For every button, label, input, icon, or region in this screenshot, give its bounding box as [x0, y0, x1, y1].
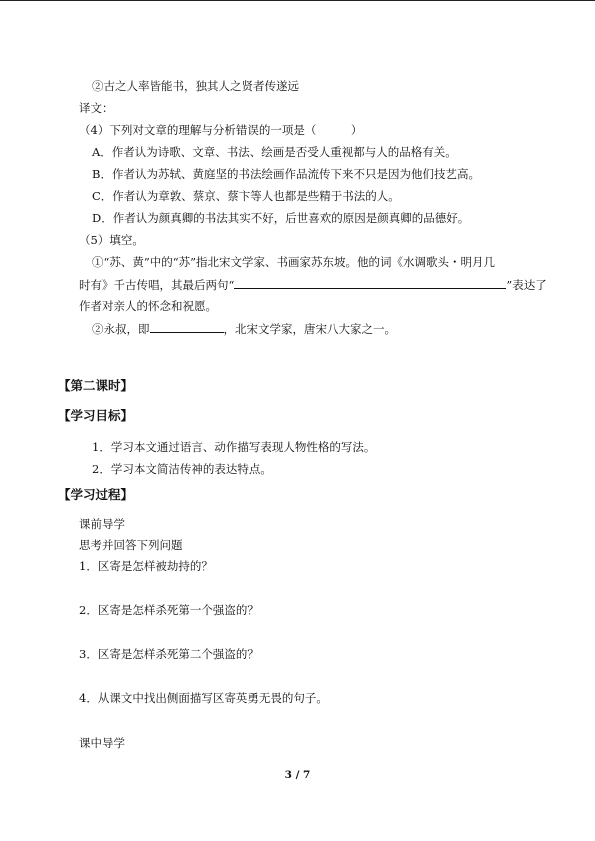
section-heading-goals: 【学习目标】 — [58, 408, 134, 423]
fill-text-after: ，北宋文学家，唐宋八大家之一。 — [223, 322, 396, 336]
section-heading-process: 【学习过程】 — [58, 487, 134, 502]
question-5: （5）填空。 — [79, 233, 144, 247]
answer-blank-2[interactable] — [150, 321, 224, 333]
page-number: 3 / 7 — [284, 769, 311, 781]
option-b: B．作者认为苏轼、黄庭坚的书法绘画作品流传下来不只是因为他们技艺高。 — [92, 167, 480, 181]
in-class-label: 课中导学 — [79, 736, 125, 750]
instruction-text: 思考并回答下列问题 — [79, 538, 183, 552]
option-c: C．作者认为章敦、蔡京、蔡卞等人也都是些精于书法的人。 — [92, 189, 400, 203]
question-4: （4）下列对文章的理解与分析错误的一项是（ ） — [79, 123, 363, 137]
section-heading-lesson-2: 【第二课时】 — [58, 378, 134, 393]
fill-text-after: ”表达了 — [506, 278, 547, 292]
pre-question-1: 1．区寄是怎样被劫持的？ — [79, 559, 213, 573]
fill-item-1-end: 作者对亲人的怀念和祝愿。 — [79, 299, 217, 313]
fill-item-1-cont — [79, 277, 547, 292]
option-d: D．作者认为颜真卿的书法其实不好，后世喜欢的原因是颜真卿的品德好。 — [92, 211, 470, 225]
translation-label: 译文： — [79, 101, 114, 115]
fill-item-1: ①“苏、黄”中的“苏”指北宋文学家、书画家苏东坡。他的词《水调歌头・明月几 — [92, 255, 496, 269]
fill-item-2 — [92, 321, 396, 336]
quote-line: ②古之人率皆能书，独其人之贤者传遂远 — [92, 79, 299, 93]
goal-2: 2．学习本文简洁传神的表达特点。 — [92, 462, 272, 476]
pre-question-3: 3．区寄是怎样杀死第二个强盗的？ — [79, 647, 259, 661]
fill-text-before: 时有》千古传唱，其最后两句“ — [79, 278, 235, 292]
pre-class-label: 课前导学 — [79, 517, 125, 531]
pre-question-2: 2．区寄是怎样杀死第一个强盗的？ — [79, 603, 259, 617]
fill-text-before: ②永叔，即 — [92, 322, 150, 336]
goal-1: 1．学习本文通过语言、动作描写表现人物性格的写法。 — [92, 440, 376, 454]
option-a: A．作者认为诗歌、文章、书法、绘画是否受人重视都与人的品格有关。 — [92, 145, 457, 159]
answer-blank-1[interactable] — [234, 277, 506, 289]
pre-question-4: 4．从课文中找出侧面描写区寄英勇无畏的句子。 — [79, 691, 328, 705]
top-border-line — [0, 0, 595, 1]
